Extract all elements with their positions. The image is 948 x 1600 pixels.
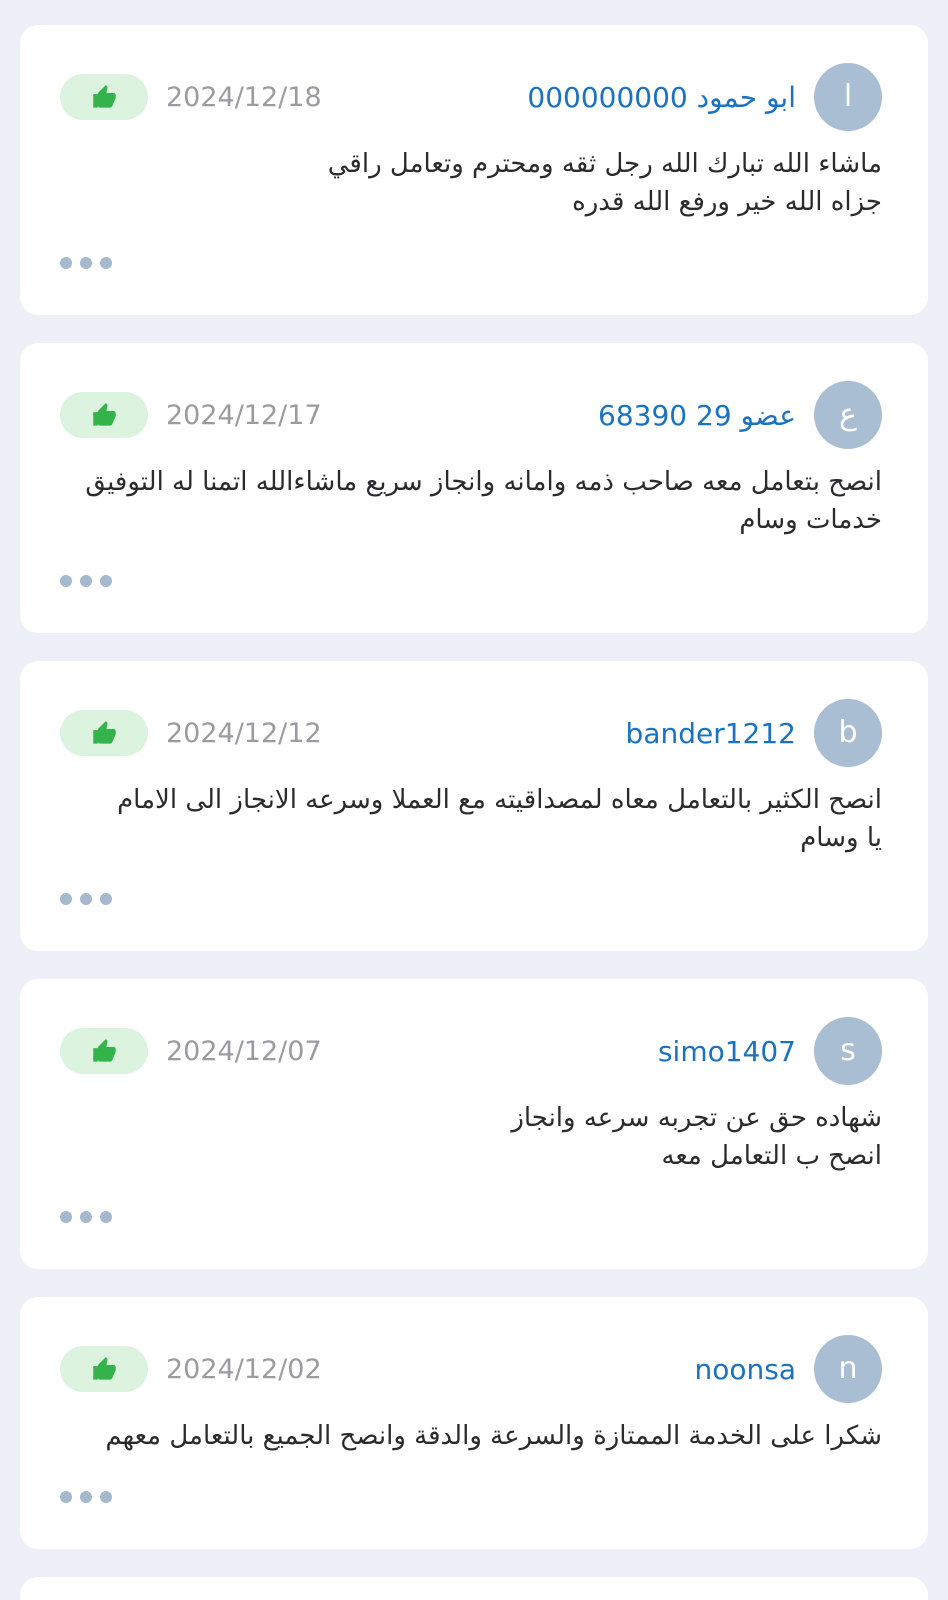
avatar-initial: s xyxy=(840,1033,856,1068)
ellipsis-dot xyxy=(100,575,112,587)
review-text-line: خدمات وسام xyxy=(739,505,882,535)
ellipsis-dot xyxy=(80,257,92,269)
review-card xyxy=(20,343,928,633)
ellipsis-dot xyxy=(100,1211,112,1223)
thumbs-up-icon xyxy=(91,720,118,747)
thumbs-up-icon xyxy=(91,1356,118,1383)
review-date: 2024/12/02 xyxy=(166,1353,322,1385)
review-card xyxy=(20,661,928,951)
avatar-initial: ع xyxy=(839,397,857,432)
review-date: 2024/12/12 xyxy=(166,717,322,749)
review-text-line: انصح ب التعامل معه xyxy=(661,1141,882,1171)
ellipsis-dot xyxy=(60,257,72,269)
review-date: 2024/12/07 xyxy=(166,1035,322,1067)
review-card xyxy=(20,979,928,1269)
review-text-line: انصح الكثير بالتعامل معاه لمصداقيته مع العملا وسرعه الانجاز الى الامام xyxy=(117,785,882,815)
review-text-line: شكرا على الخدمة الممتازة والسرعة والدقة وانصح الجميع بالتعامل معهم xyxy=(105,1421,882,1451)
avatar[interactable] xyxy=(814,1017,882,1085)
username-link[interactable]: bander1212 xyxy=(625,716,796,750)
ellipsis-dot xyxy=(80,893,92,905)
positive-rating-badge xyxy=(60,74,148,120)
username-link[interactable]: ابو حمود 000000000 xyxy=(527,80,796,114)
avatar[interactable] xyxy=(814,1335,882,1403)
ellipsis-dot xyxy=(80,1211,92,1223)
ellipsis-dot xyxy=(60,1211,72,1223)
review-text xyxy=(60,145,882,221)
more-options-button[interactable] xyxy=(60,1491,112,1503)
review-card-partial xyxy=(20,1577,928,1600)
avatar[interactable] xyxy=(814,63,882,131)
review-card xyxy=(20,1297,928,1549)
thumbs-up-icon xyxy=(91,1038,118,1065)
review-header xyxy=(60,63,882,131)
review-card xyxy=(20,25,928,315)
reviews-list xyxy=(20,25,928,1549)
avatar-initial: ا xyxy=(843,79,853,114)
review-text-line: انصح بتعامل معه صاحب ذمه وامانه وانجاز سريع ماشاءالله اتمنا له التوفيق xyxy=(85,467,882,497)
review-date: 2024/12/17 xyxy=(166,399,322,431)
ellipsis-dot xyxy=(60,893,72,905)
review-text-line: يا وسام xyxy=(800,823,882,853)
thumbs-up-icon xyxy=(91,84,118,111)
ellipsis-dot xyxy=(80,575,92,587)
ellipsis-dot xyxy=(80,1491,92,1503)
more-options-button[interactable] xyxy=(60,893,112,905)
review-text-line: ماشاء الله تبارك الله رجل ثقه ومحترم وتعامل راقي xyxy=(327,149,882,179)
avatar-initial: n xyxy=(838,1351,858,1386)
avatar[interactable] xyxy=(814,381,882,449)
more-options-button[interactable] xyxy=(60,1211,112,1223)
positive-rating-badge xyxy=(60,1028,148,1074)
ellipsis-dot xyxy=(60,575,72,587)
username-link[interactable]: simo1407 xyxy=(657,1034,796,1068)
review-header xyxy=(60,1017,882,1085)
positive-rating-badge xyxy=(60,710,148,756)
review-header xyxy=(60,381,882,449)
positive-rating-badge xyxy=(60,392,148,438)
positive-rating-badge xyxy=(60,1346,148,1392)
review-text xyxy=(60,781,882,857)
ellipsis-dot xyxy=(100,893,112,905)
username-link[interactable]: noonsa xyxy=(694,1352,796,1386)
ellipsis-dot xyxy=(60,1491,72,1503)
review-header xyxy=(60,1335,882,1403)
review-text xyxy=(60,1417,882,1455)
avatar-initial: b xyxy=(838,715,858,750)
ellipsis-dot xyxy=(100,1491,112,1503)
ellipsis-dot xyxy=(100,257,112,269)
more-options-button[interactable] xyxy=(60,257,112,269)
avatar[interactable] xyxy=(814,699,882,767)
thumbs-up-icon xyxy=(91,402,118,429)
review-text-line: جزاه الله خير ورفع الله قدره xyxy=(572,187,882,217)
review-text-line: شهاده حق عن تجربه سرعه وانجاز xyxy=(511,1103,882,1133)
review-text xyxy=(60,463,882,539)
more-options-button[interactable] xyxy=(60,575,112,587)
review-header xyxy=(60,699,882,767)
review-text xyxy=(60,1099,882,1175)
username-link[interactable]: عضو 29 68390 xyxy=(598,398,796,432)
review-date: 2024/12/18 xyxy=(166,81,322,113)
